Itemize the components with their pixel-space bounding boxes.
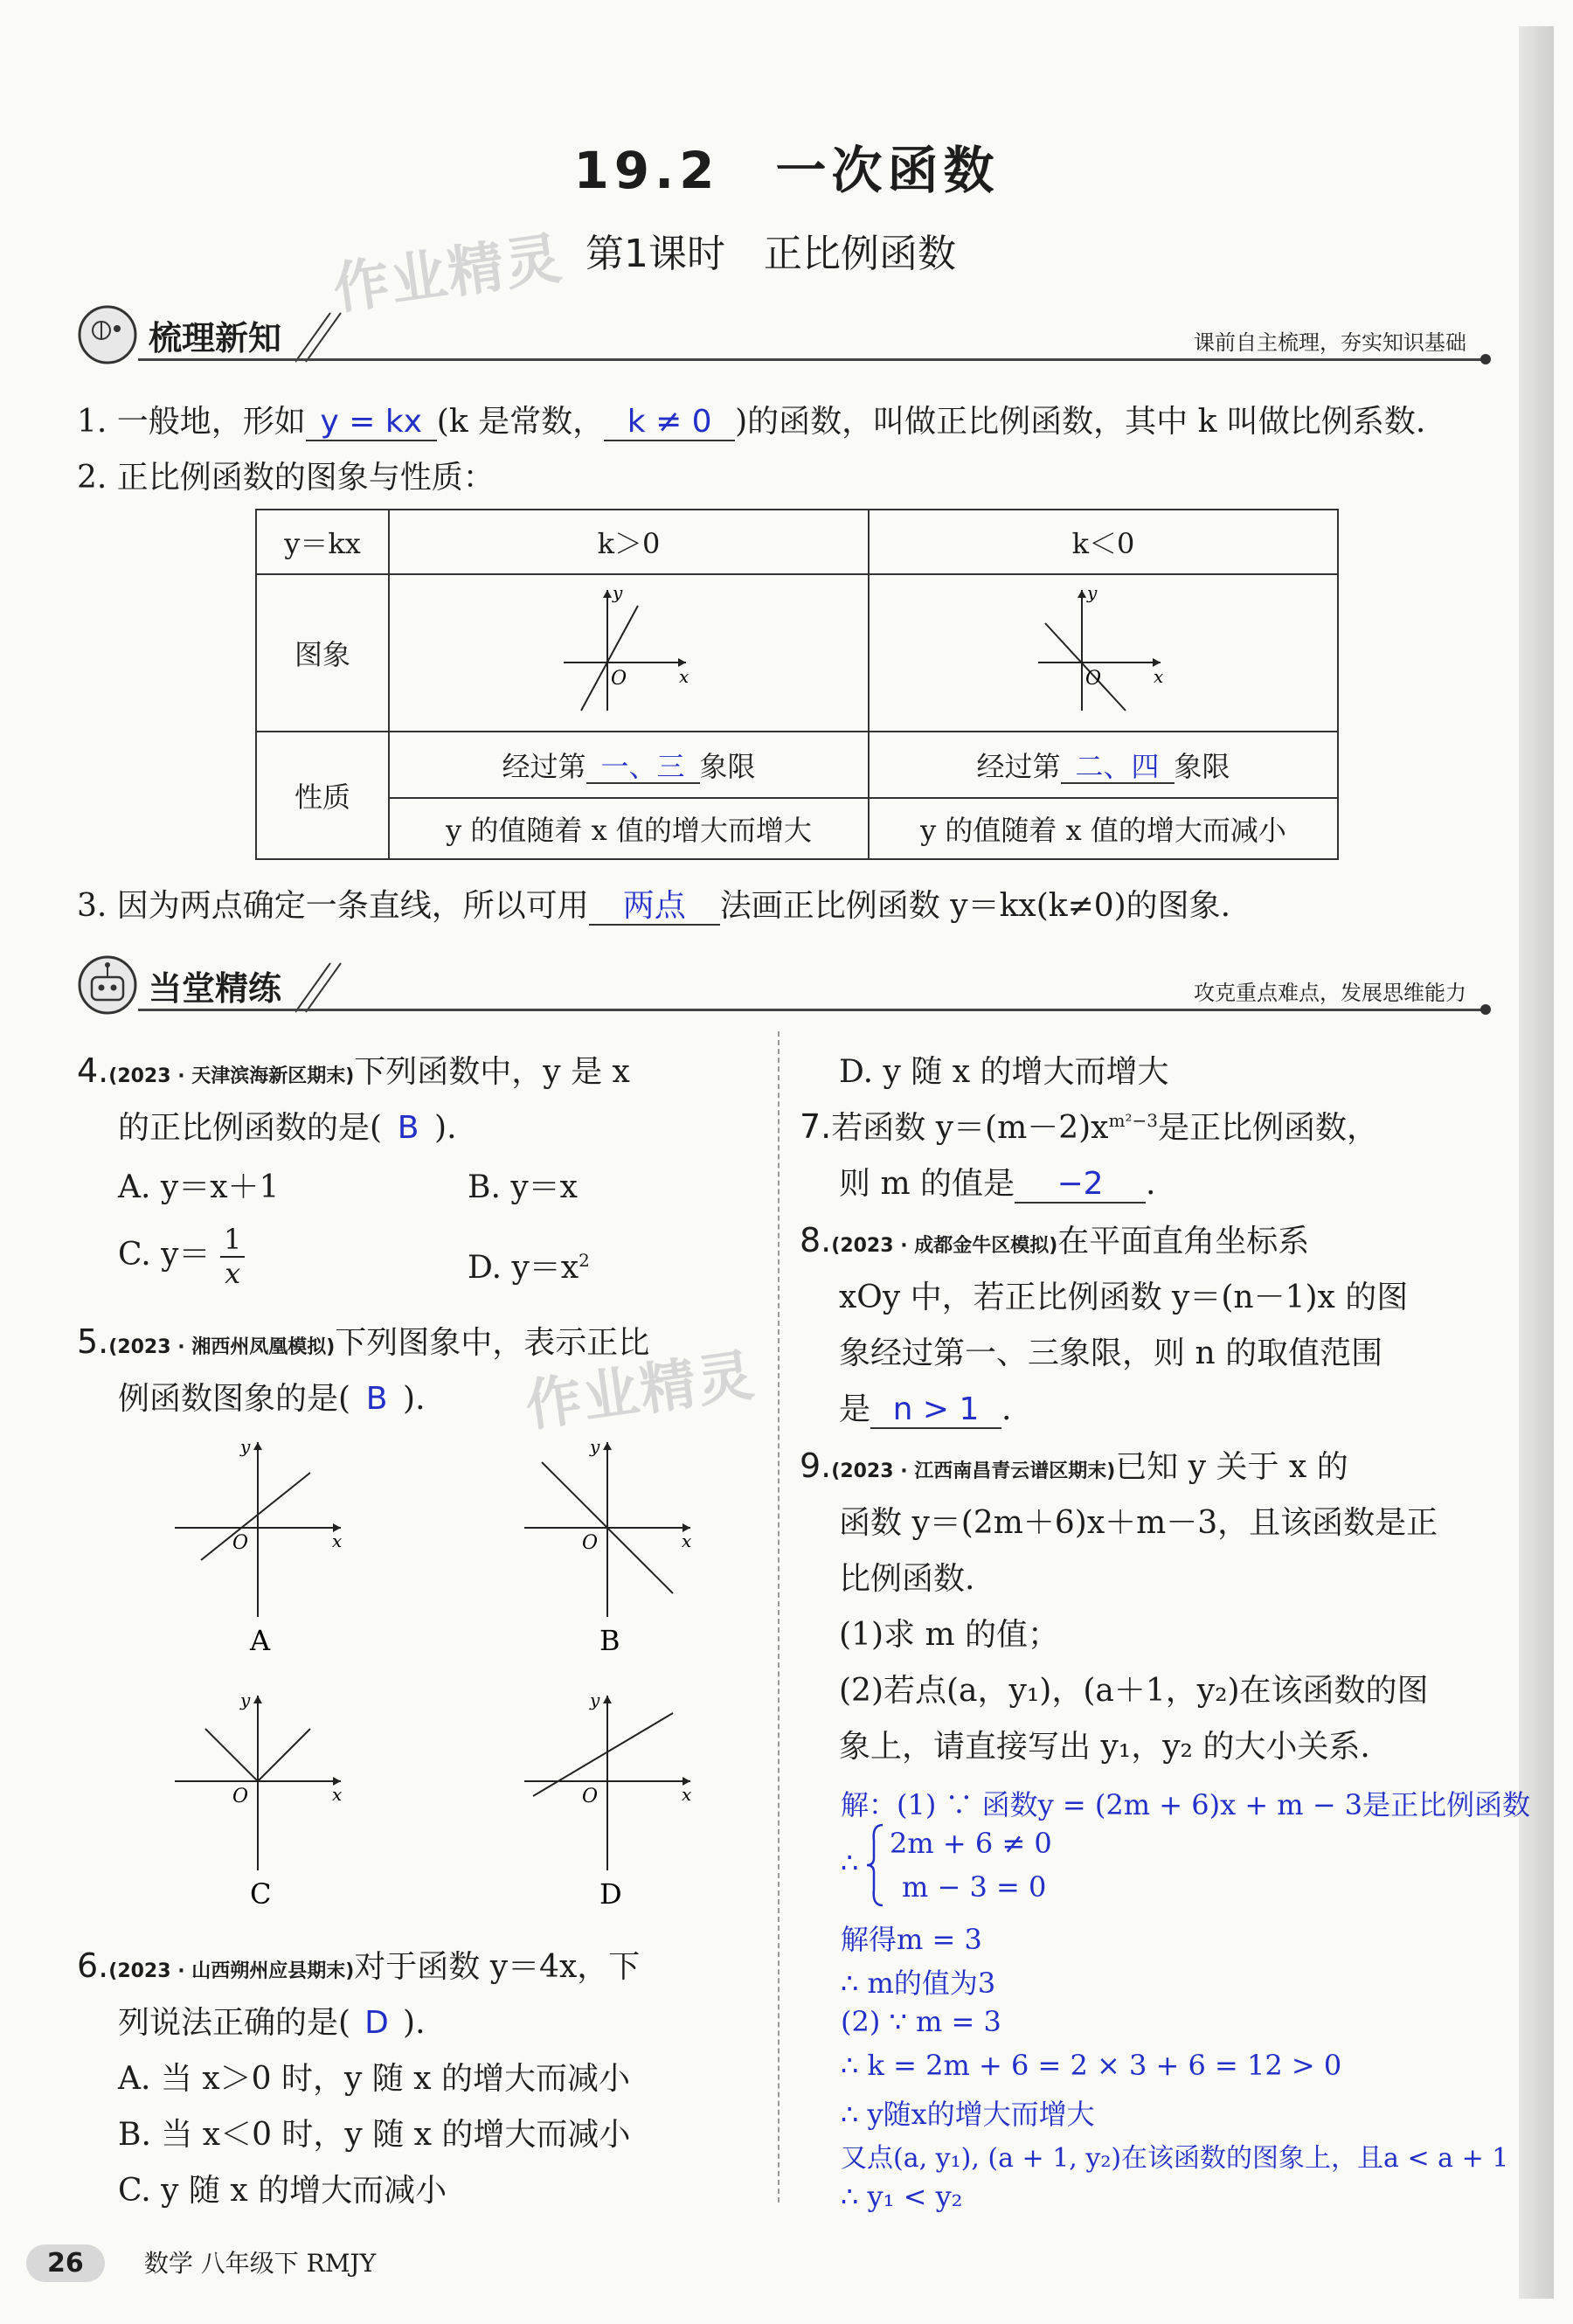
graph-label-c: C bbox=[250, 1877, 272, 1905]
solution-line: ∴ m的值为3 bbox=[841, 1967, 996, 2000]
section-1-tagline: 课前自主梳理，夯实知识基础 bbox=[1194, 330, 1466, 355]
q9-line3: 比例函数. bbox=[839, 1561, 975, 1597]
q8-line2: xOy 中，若正比例函数 y＝(n－1)x 的图 bbox=[839, 1280, 1409, 1315]
solution-system-eq1: 2m + 6 ≠ 0 bbox=[890, 1827, 1052, 1860]
robot-icon bbox=[77, 954, 138, 1016]
axis-x-label: x bbox=[682, 1784, 692, 1805]
q6-option-b[interactable]: B. 当 x＜0 时，y 随 x 的增大而减小 bbox=[118, 2117, 631, 2153]
solution-therefore: ∴ bbox=[841, 1846, 859, 1879]
q3-text-before: 3. 因为两点确定一条直线，所以可用 bbox=[77, 888, 589, 924]
footer-book-info: 数学 八年级下 RMJY bbox=[143, 2249, 377, 2278]
trend-k-positive: y 的值随着 x 值的增大而增大 bbox=[389, 798, 869, 859]
q8-close: . bbox=[1001, 1391, 1012, 1427]
page-title: 19.2 一次函数 bbox=[573, 141, 1000, 200]
quadrant-k-positive bbox=[389, 732, 869, 798]
q6-option-c[interactable]: C. y 随 x 的增大而减小 bbox=[118, 2173, 447, 2209]
slash-decoration bbox=[295, 309, 426, 364]
q6 bbox=[77, 1942, 640, 1987]
q5-text: 下列图象中，表示正比 bbox=[335, 1325, 650, 1361]
fraction-denominator: x bbox=[225, 1256, 241, 1290]
q5-option-c-graph[interactable] bbox=[166, 1687, 358, 1905]
graph-k-positive bbox=[389, 574, 869, 732]
axis-x-label: x bbox=[332, 1784, 343, 1805]
q7-text2: 则 m 的值是 bbox=[839, 1166, 1015, 1202]
origin-label: O bbox=[582, 1532, 599, 1554]
solution-line: ∴ y随x的增大而增大 bbox=[841, 2098, 1095, 2131]
pass-suffix: 象限 bbox=[1174, 750, 1230, 783]
q6-option-d[interactable]: D. y 随 x 的增大而增大 bbox=[839, 1054, 1169, 1090]
q6-text2: 列说法正确的是( bbox=[118, 2005, 351, 2041]
watermark: 作业精灵 bbox=[521, 1342, 759, 1439]
brace-icon bbox=[865, 1823, 884, 1907]
q1-text-mid: (k 是常数， bbox=[436, 404, 605, 440]
table-header-k-negative: k＜0 bbox=[869, 510, 1338, 574]
q1-text-after: )的函数，叫做正比例函数，其中 k 叫做比例系数. bbox=[735, 404, 1426, 440]
lesson-subtitle: 第1课时 正比例函数 bbox=[586, 232, 956, 276]
q4-number: 4. bbox=[77, 1051, 109, 1090]
section-1-rule bbox=[138, 358, 1482, 361]
q7-line2 bbox=[839, 1159, 1155, 1204]
axis-y-label: y bbox=[240, 1689, 251, 1710]
graph-label-d: D bbox=[599, 1877, 622, 1905]
q4 bbox=[77, 1047, 630, 1092]
q7 bbox=[800, 1103, 1378, 1148]
quadrant-answer-negative[interactable]: 二、四 bbox=[1061, 752, 1175, 784]
q6-source: (2023 · 山西朔州应县期末) bbox=[108, 1960, 355, 1982]
solution-line: (2) ∵ m = 3 bbox=[841, 2005, 1001, 2038]
axis-x-label: x bbox=[682, 1530, 692, 1551]
pass-prefix: 经过第 bbox=[502, 750, 586, 783]
q4-text: 下列函数中，y 是 x bbox=[354, 1054, 630, 1090]
q7-answer[interactable]: −2 bbox=[1015, 1167, 1146, 1204]
q7-exponent: m²−3 bbox=[1108, 1110, 1158, 1131]
q6-line2 bbox=[118, 1998, 426, 2043]
q9 bbox=[800, 1442, 1348, 1487]
q4-option-d-exponent: 2 bbox=[579, 1250, 590, 1271]
solution-line: 解：(1) ∵ 函数y = (2m + 6)x + m − 3是正比例函数 bbox=[841, 1788, 1531, 1821]
graph-increasing bbox=[555, 579, 703, 719]
solution-line: 又点(a, y₁), (a + 1, y₂)在该函数的图象上，且a < a + 1 bbox=[841, 2143, 1509, 2174]
trend-k-negative: y 的值随着 x 值的增大而减小 bbox=[869, 798, 1338, 859]
q9-part2-line2: 象上，请直接写出 y₁，y₂ 的大小关系. bbox=[839, 1729, 1370, 1765]
solution-line: ∴ y₁ < y₂ bbox=[841, 2180, 963, 2213]
q9-text: 已知 y 关于 x 的 bbox=[1115, 1449, 1348, 1485]
section-header-1 bbox=[77, 304, 1493, 365]
q8-number: 8. bbox=[800, 1221, 832, 1259]
rule-dot bbox=[1480, 354, 1491, 364]
fraction bbox=[220, 1224, 245, 1290]
q5-text2: 例函数图象的是( bbox=[118, 1381, 351, 1417]
watermark: 作业精灵 bbox=[329, 225, 567, 323]
quadrant-k-negative bbox=[869, 732, 1338, 798]
table-row-property-label: 性质 bbox=[256, 732, 389, 859]
q7-number: 7. bbox=[800, 1107, 832, 1146]
q4-option-a[interactable]: A. y＝x＋1 bbox=[118, 1169, 280, 1205]
q1 bbox=[77, 397, 1425, 441]
section-header-2 bbox=[77, 954, 1493, 1016]
graph-decreasing bbox=[1029, 579, 1178, 719]
axis-y-label: y bbox=[240, 1436, 251, 1457]
q5-number: 5. bbox=[77, 1322, 109, 1361]
q6-close: ). bbox=[403, 2005, 426, 2041]
section-1-title: 梳理新知 bbox=[149, 319, 282, 357]
q8-answer[interactable]: n > 1 bbox=[870, 1392, 1001, 1429]
table-header-function: y＝kx bbox=[256, 510, 389, 574]
q8-text: 在平面直角坐标系 bbox=[1057, 1224, 1310, 1259]
q4-option-b[interactable]: B. y＝x bbox=[468, 1169, 578, 1205]
q5-option-b-graph[interactable] bbox=[516, 1433, 708, 1652]
fraction-numerator: 1 bbox=[220, 1224, 245, 1258]
pass-prefix: 经过第 bbox=[976, 750, 1061, 783]
page-edge bbox=[1519, 26, 1554, 2299]
slash-decoration bbox=[295, 960, 426, 1014]
origin-label: O bbox=[582, 1786, 599, 1807]
q6-text: 对于函数 y＝4x，下 bbox=[354, 1949, 641, 1985]
q8 bbox=[800, 1217, 1309, 1261]
q1-text-before: 1. 一般地，形如 bbox=[77, 404, 306, 440]
q4-close: ). bbox=[434, 1110, 457, 1146]
column-divider bbox=[778, 1031, 780, 2203]
axis-x-label: x bbox=[678, 666, 689, 687]
q3 bbox=[77, 881, 1230, 926]
q9-line2: 函数 y＝(2m＋6)x＋m－3，且该函数是正 bbox=[839, 1505, 1438, 1541]
property-table bbox=[255, 509, 1339, 860]
q7-text: 若函数 y＝(m－2)x bbox=[831, 1110, 1109, 1146]
q4-option-c[interactable] bbox=[118, 1224, 245, 1290]
q4-option-d[interactable] bbox=[468, 1243, 590, 1287]
origin-label: O bbox=[232, 1786, 249, 1807]
solution-system-eq2: m − 3 = 0 bbox=[902, 1870, 1047, 1904]
axis-x-label: x bbox=[1153, 666, 1163, 687]
q5-option-a-graph[interactable] bbox=[166, 1433, 358, 1652]
q6-answer[interactable]: D bbox=[364, 2005, 389, 2041]
q4-source: (2023 · 天津滨海新区期末) bbox=[108, 1065, 355, 1087]
q5-source: (2023 · 湘西州凤凰模拟) bbox=[108, 1336, 336, 1358]
origin-label: O bbox=[610, 668, 627, 690]
rule-dot bbox=[1480, 1004, 1491, 1015]
footer bbox=[26, 2244, 376, 2279]
graph-label-b: B bbox=[599, 1624, 620, 1652]
q7-text-b: 是正比例函数， bbox=[1157, 1110, 1378, 1146]
page-number: 26 bbox=[26, 2244, 105, 2282]
q4-option-d-text: D. y＝x bbox=[468, 1250, 579, 1286]
section-2-tagline: 攻克重点难点，发展思维能力 bbox=[1194, 981, 1466, 1005]
axis-y-label: y bbox=[1086, 582, 1097, 603]
axis-y-label: y bbox=[612, 582, 622, 603]
q6-option-a[interactable]: A. 当 x＞0 时，y 随 x 的增大而减小 bbox=[118, 2061, 630, 2097]
solution-line: 解得m = 3 bbox=[841, 1923, 982, 1956]
q4-line2 bbox=[118, 1103, 457, 1148]
head-brain-icon bbox=[77, 304, 138, 365]
q8-text4: 是 bbox=[839, 1391, 871, 1427]
axis-y-label: y bbox=[590, 1436, 600, 1457]
graph-k-negative bbox=[869, 574, 1338, 732]
section-2-rule bbox=[138, 1009, 1482, 1011]
q4-option-c-text: C. y＝ bbox=[118, 1236, 211, 1273]
q5-answer[interactable]: B bbox=[365, 1381, 388, 1417]
q4-answer[interactable]: B bbox=[397, 1110, 419, 1146]
q3-answer[interactable]: 两点 bbox=[589, 889, 720, 926]
pass-suffix: 象限 bbox=[699, 750, 756, 783]
axis-x-label: x bbox=[332, 1530, 343, 1551]
origin-label: O bbox=[232, 1532, 249, 1554]
q5-option-d-graph[interactable] bbox=[516, 1687, 708, 1905]
table-header-k-positive: k＞0 bbox=[389, 510, 869, 574]
quadrant-answer-positive[interactable]: 一、三 bbox=[586, 752, 700, 784]
q9-source: (2023 · 江西南昌青云谱区期末) bbox=[831, 1460, 1116, 1482]
q1-answer-2[interactable]: k ≠ 0 bbox=[604, 405, 735, 441]
q9-number: 9. bbox=[800, 1446, 832, 1485]
q4-text2: 的正比例函数的是( bbox=[118, 1110, 383, 1146]
q1-answer-1[interactable]: y = kx bbox=[306, 405, 437, 441]
q8-line3: 象经过第一、三象限，则 n 的取值范围 bbox=[839, 1335, 1383, 1371]
q9-part1: (1)求 m 的值； bbox=[839, 1617, 1060, 1653]
origin-label: O bbox=[1084, 668, 1101, 690]
graph-label-a: A bbox=[250, 1624, 271, 1652]
q5-close: ). bbox=[403, 1381, 426, 1417]
q6-number: 6. bbox=[77, 1946, 109, 1985]
q7-close: . bbox=[1146, 1166, 1156, 1202]
q5-line2 bbox=[118, 1374, 426, 1419]
q3-text-after: 法画正比例函数 y＝kx(k≠0)的图象. bbox=[719, 888, 1231, 924]
table-row-graph-label: 图象 bbox=[256, 574, 389, 732]
q8-line4 bbox=[839, 1384, 1011, 1429]
solution-line: ∴ k = 2m + 6 = 2 × 3 + 6 = 12 > 0 bbox=[841, 2049, 1342, 2082]
q8-source: (2023 · 成都金牛区模拟) bbox=[831, 1235, 1058, 1257]
q9-part2-line1: (2)若点(a，y₁)，(a＋1，y₂)在该函数的图 bbox=[839, 1673, 1429, 1709]
q2: 2. 正比例函数的图象与性质： bbox=[77, 460, 495, 496]
axis-y-label: y bbox=[590, 1689, 600, 1710]
section-2-title: 当堂精练 bbox=[149, 969, 282, 1008]
